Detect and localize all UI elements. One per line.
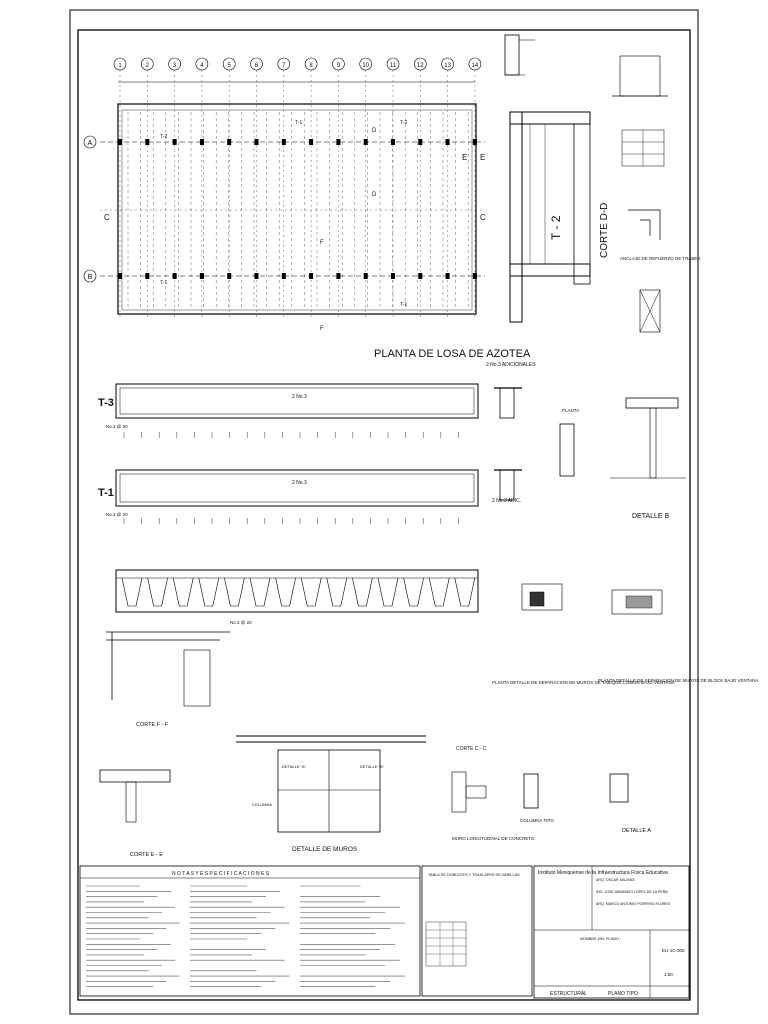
axis-number: 10 — [362, 63, 370, 69]
column-mark — [446, 139, 450, 145]
column-mark — [227, 273, 231, 279]
column-mark — [391, 139, 395, 145]
rebar-label: 2 No.3 — [292, 480, 307, 486]
name-row: ING. JOSE ARMANDO LOPEZ DE LA PEÑA — [596, 890, 668, 894]
rebar-label: No.3 @ 20 — [106, 512, 128, 517]
column-mark — [336, 273, 340, 279]
beam-section-details — [486, 362, 758, 685]
column-mark — [336, 139, 340, 145]
column-mark — [446, 273, 450, 279]
name-row: ARQ. MARCO ANTONIO PORFIRIO FLORES — [596, 902, 671, 906]
column-mark — [473, 139, 477, 145]
sheet-code: EU-1C-005 — [662, 948, 685, 953]
column-mark — [418, 273, 422, 279]
table-title: TABLA DE DOBLECES Y TRASLAPES DE VARILLAS — [428, 873, 520, 877]
columna-tipo-label: COLUMNA TIPO — [520, 818, 554, 823]
detail-caption: PLANTA DETALLE DE SEPARACION DE MUROS DE BLOCK BAJO VENTANA — [598, 678, 759, 683]
column-mark — [473, 273, 477, 279]
plan-columns — [118, 139, 477, 279]
column-mark — [309, 139, 313, 145]
axis-number: 2 — [145, 63, 149, 69]
axis-number: 8 — [309, 63, 313, 69]
lower-section-details — [100, 632, 651, 858]
t1-stirrup-labels — [124, 518, 458, 524]
column-mark — [173, 139, 177, 145]
beam-label: T-1 — [160, 280, 168, 286]
section-mark: C — [104, 213, 110, 222]
column-mark — [255, 273, 259, 279]
section-mark: E — [462, 153, 468, 162]
beam-label: T-2 — [160, 134, 168, 140]
axis-letter: A — [87, 140, 93, 147]
scale: 1:50 — [664, 972, 673, 977]
column-mark — [364, 139, 368, 145]
detalle-a-label: DETALLE "A" — [282, 764, 307, 769]
axis-letter: B — [87, 274, 93, 281]
column-mark — [364, 273, 368, 279]
axis-number: 11 — [389, 63, 397, 69]
anclaje-label: ANCLAJE DE REFUERZO DE TRABES — [620, 256, 701, 261]
column-mark — [282, 273, 286, 279]
plan-name-label: NOMBRE DEL PLANO : — [580, 937, 622, 941]
axis-number: 6 — [254, 63, 259, 69]
column-mark — [282, 139, 286, 145]
notes-text-lines — [86, 886, 405, 987]
plan-title: PLANTA DE LOSA DE AZOTEA — [374, 348, 531, 360]
institute-name: Instituto Mexiquense de la Infraestructura Física Educativa — [538, 870, 668, 876]
axis-number: 5 — [227, 63, 231, 69]
rebar-label: No.3 @ 20 — [230, 620, 252, 625]
notes-header: N O T A S Y E S P E C I F I C A C I O N E S — [172, 871, 270, 877]
section-d-d — [505, 35, 700, 332]
column-mark — [227, 139, 231, 145]
axis-number: 1 — [118, 63, 122, 69]
plan-name: ESTRUCTURAL — [550, 991, 587, 997]
beam-elevations — [98, 384, 478, 625]
rebar-label: No.3 @ 20 — [106, 424, 128, 429]
waffle-slab-section — [116, 578, 478, 606]
section-mark: D — [372, 192, 377, 198]
corte-ee-title: CORTE E - E — [130, 852, 163, 858]
column-mark — [173, 273, 177, 279]
section-mark: F — [320, 240, 324, 246]
plan-joists — [128, 112, 468, 308]
axis-number: 7 — [282, 63, 286, 69]
name-row: ARQ. OSCAR SALINAS — [596, 878, 635, 882]
planta-label: PLANTA — [562, 408, 580, 413]
axis-number: 9 — [336, 63, 341, 69]
corte-ff-title: CORTE F - F — [136, 722, 169, 728]
column-mark — [145, 273, 149, 279]
axis-number: 3 — [172, 63, 177, 69]
column-mark — [200, 273, 204, 279]
plan-type: PLANO TIPO — [608, 991, 638, 997]
inner-border — [78, 30, 690, 1000]
notes-and-title-block — [80, 866, 689, 998]
t3-stirrup-labels — [124, 432, 458, 438]
column-mark — [391, 273, 395, 279]
column-mark — [118, 139, 122, 145]
columna-label: COLUMNA — [252, 802, 273, 807]
beam-label: T-2 — [400, 120, 408, 126]
detalle-a-title: DETALLE A — [622, 828, 651, 834]
section-mark: E — [480, 153, 486, 162]
detalle-b-label: DETALLE "B" — [360, 764, 385, 769]
axis-number: 14 — [471, 63, 479, 69]
column-mark — [255, 139, 259, 145]
adicionales-label: 2 No.3 ADICIONALES — [486, 362, 536, 368]
t1-title: T-1 — [98, 487, 114, 499]
t3-title: T-3 — [98, 397, 114, 409]
muro-label: MURO LONGITUDINAL DE CONCRETO — [452, 836, 535, 841]
roof-slab-plan — [84, 58, 531, 360]
detail-caption: PLANTA DETALLE DE SEPARACION DE MUROS DE TABIQUE COMUN BAJO VENTANA — [492, 680, 675, 685]
axis-bubbles — [114, 58, 481, 318]
axis-number: 12 — [416, 63, 424, 69]
beam-label: T-1 — [400, 302, 408, 308]
column-mark — [200, 139, 204, 145]
t2-label: T - 2 — [549, 215, 563, 240]
slab-outline — [118, 104, 476, 314]
beam-label: T-1 — [295, 120, 303, 126]
section-mark: C — [480, 213, 486, 222]
column-mark — [118, 273, 122, 279]
section-mark: F — [320, 326, 324, 332]
detalle-b-title: DETALLE B — [632, 513, 670, 520]
rebar-label: 2 No.3 — [292, 394, 307, 400]
axis-number: 13 — [444, 63, 451, 69]
outer-border — [70, 10, 701, 1014]
corte-cc-title: CORTE C - C — [456, 746, 487, 752]
column-mark — [418, 139, 422, 145]
detalle-muros-title: DETALLE DE MUROS — [292, 846, 358, 853]
column-mark — [309, 273, 313, 279]
column-mark — [145, 139, 149, 145]
section-mark: D — [372, 128, 377, 134]
adic-label: 2 No.3 ADIC. — [492, 498, 522, 504]
corte-dd-title: CORTE D-D — [599, 202, 610, 258]
axis-number: 4 — [200, 63, 204, 69]
